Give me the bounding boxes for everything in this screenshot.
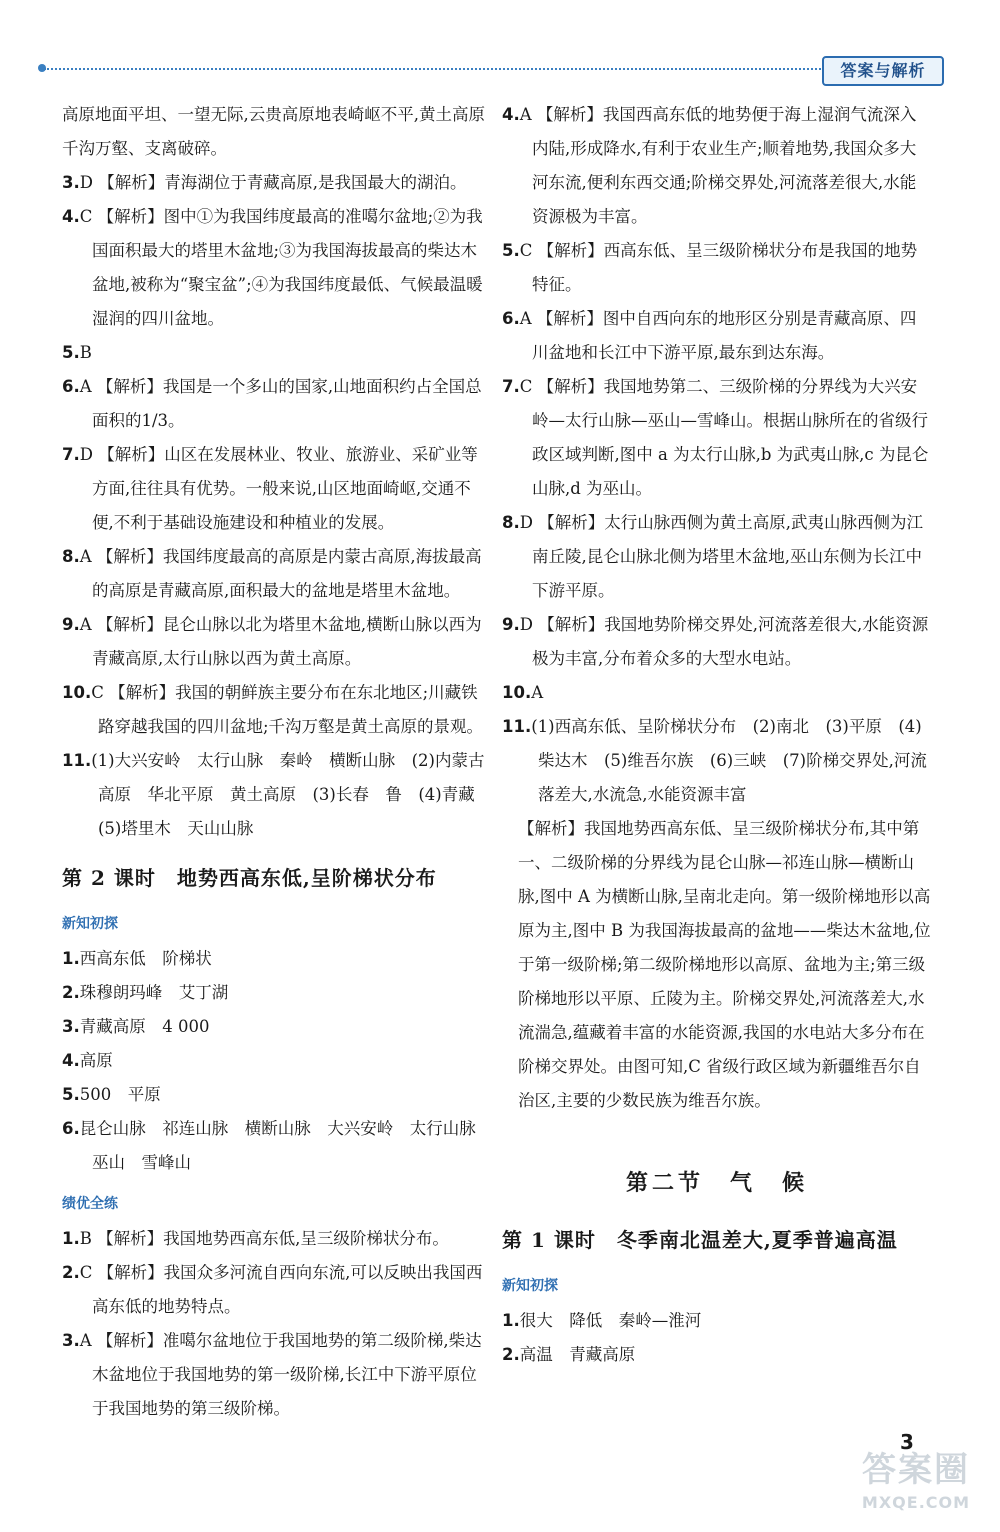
- answer-item: 10.C 【解析】我国的朝鲜族主要分布在东北地区;川藏铁路穿越我国的四川盆地;千沟万壑是黄土高原的景观。: [62, 683, 484, 736]
- answer-item: 7.C 【解析】我国地势第二、三级阶梯的分界线为大兴安岭—太行山脉—巫山—雪峰山。根据山脉所在的省级行政区域判断,图中 a 为太行山脉,b 为武夷山脉,c 为昆仑山脉,d 为巫山。: [502, 377, 929, 498]
- watermark-bottom: MXQE.COM: [861, 1493, 971, 1512]
- answer-item: 6.A 【解析】图中自西向东的地形区分别是青藏高原、四川盆地和长江中下游平原,最东到达东海。: [502, 309, 917, 362]
- header-badge: 答案与解析: [822, 56, 944, 86]
- answer-item: 1.很大 降低 秦岭—淮河: [502, 1311, 702, 1330]
- section-label-new: 新知初探: [62, 916, 118, 932]
- answer-item: 11.(1)西高东低、呈阶梯状分布 (2)南北 (3)平原 (4)柴达木 (5)维吾尔族 (6)三峡 (7)阶梯交界处,河流落差大,水流急,水能资源丰富: [502, 717, 927, 804]
- answer-item: 3.青藏高原 4 000: [62, 1017, 210, 1036]
- header-dotted-rule: [44, 68, 824, 70]
- watermark-logo: [840, 1448, 992, 1528]
- lesson-title: 第 1 课时 冬季南北温差大,夏季普遍高温: [502, 1228, 898, 1252]
- answer-item: 8.A 【解析】我国纬度最高的高原是内蒙古高原,海拔最高的高原是青藏高原,面积最大的盆地是塔里木盆地。: [62, 547, 482, 600]
- answer-item: 9.D 【解析】我国地势阶梯交界处,河流落差很大,水能资源极为丰富,分布着众多的大型水电站。: [502, 615, 929, 668]
- answer-item: 8.D 【解析】太行山脉西侧为黄土高原,武夷山脉西侧为江南丘陵,昆仑山脉北侧为塔里木盆地,巫山东侧为长江中下游平原。: [502, 513, 923, 600]
- answer-item: 10.A: [502, 683, 544, 702]
- answer-item: 2.珠穆朗玛峰 艾丁湖: [62, 983, 229, 1002]
- answer-item: 高原地面平坦、一望无际,云贵高原地表崎岖不平,黄土高原千沟万壑、支离破碎。: [62, 105, 485, 158]
- left-column: [62, 98, 492, 1426]
- right-column: [502, 98, 932, 1372]
- answer-item: 5.B: [62, 343, 92, 362]
- answer-item: 1.B 【解析】我国地势西高东低,呈三级阶梯状分布。: [62, 1229, 449, 1248]
- answer-item: 6.昆仑山脉 祁连山脉 横断山脉 大兴安岭 太行山脉 巫山 雪峰山: [62, 1119, 493, 1172]
- section-label-practice: 绩优全练: [62, 1196, 118, 1212]
- answer-item: 5.C 【解析】西高东低、呈三级阶梯状分布是我国的地势特征。: [502, 241, 918, 294]
- answer-item: 9.A 【解析】昆仑山脉以北为塔里木盆地,横断山脉以西为青藏高原,太行山脉以西为黄土高原。: [62, 615, 482, 668]
- answer-item: 2.高温 青藏高原: [502, 1345, 636, 1364]
- page-number: 3: [900, 1430, 914, 1454]
- analysis-paragraph: 【解析】我国地势西高东低、呈三级阶梯状分布,其中第一、二级阶梯的分界线为昆仑山脉—祁连山脉—横断山脉,图中 A 为横断山脉,呈南北走向。第一级阶梯地形以高原为主,图中 B 为我国海拔最高的盆地——柴达木盆地,位于第一级阶梯;第二级阶梯地形以高原、盆地为主;第三级阶梯地形以平原、丘陵为主。阶梯交界处,河流落差大,水流湍急,蕴藏着丰富的水能资源,我国的水电站大多分布在阶梯交界处。由图可知,C 省级行政区域为新疆维吾尔自治区,主要的少数民族为维吾尔族。: [518, 819, 931, 1110]
- answer-item: 2.C 【解析】我国众多河流自西向东流,可以反映出我国西高东低的地势特点。: [62, 1263, 483, 1316]
- answer-item: 1.西高东低 阶梯状: [62, 949, 212, 968]
- section-title: 第二节 气 候: [625, 1170, 808, 1196]
- answer-item: 4.C 【解析】图中①为我国纬度最高的准噶尔盆地;②为我国面积最大的塔里木盆地;③为我国海拔最高的柴达木盆地,被称为“聚宝盆”;④为我国纬度最低、气候最温暖湿润的四川盆地。: [62, 207, 483, 328]
- answer-item: 5.500 平原: [62, 1085, 161, 1104]
- answer-item: 7.D 【解析】山区在发展林业、牧业、旅游业、采矿业等方面,往往具有优势。一般来说,山区地面崎岖,交通不便,不利于基础设施建设和种植业的发展。: [62, 445, 478, 532]
- answer-item: 4.高原: [62, 1051, 113, 1070]
- watermark-top: 答案圈: [862, 1450, 970, 1490]
- lesson-title: 第 2 课时 地势西高东低,呈阶梯状分布: [62, 866, 437, 890]
- answer-item: 3.D 【解析】青海湖位于青藏高原,是我国最大的湖泊。: [62, 173, 467, 192]
- answer-item: 3.A 【解析】准噶尔盆地位于我国地势的第二级阶梯,柴达木盆地位于我国地势的第一级阶梯,长江中下游平原位于我国地势的第三级阶梯。: [62, 1331, 482, 1418]
- answer-item: 6.A 【解析】我国是一个多山的国家,山地面积约占全国总面积的1/3。: [62, 377, 482, 430]
- answer-item: 11.(1)大兴安岭 太行山脉 秦岭 横断山脉 (2)内蒙古高原 华北平原 黄土高原 (3)长春 鲁 (4)青藏 (5)塔里木 天山山脉: [62, 751, 492, 838]
- answer-item: 4.A 【解析】我国西高东低的地势便于海上湿润气流深入内陆,形成降水,有利于农业生产;顺着地势,我国众多大河东流,便利东西交通;阶梯交界处,河流落差很大,水能资源极为丰富。: [502, 105, 917, 226]
- section-label-new: 新知初探: [502, 1278, 558, 1294]
